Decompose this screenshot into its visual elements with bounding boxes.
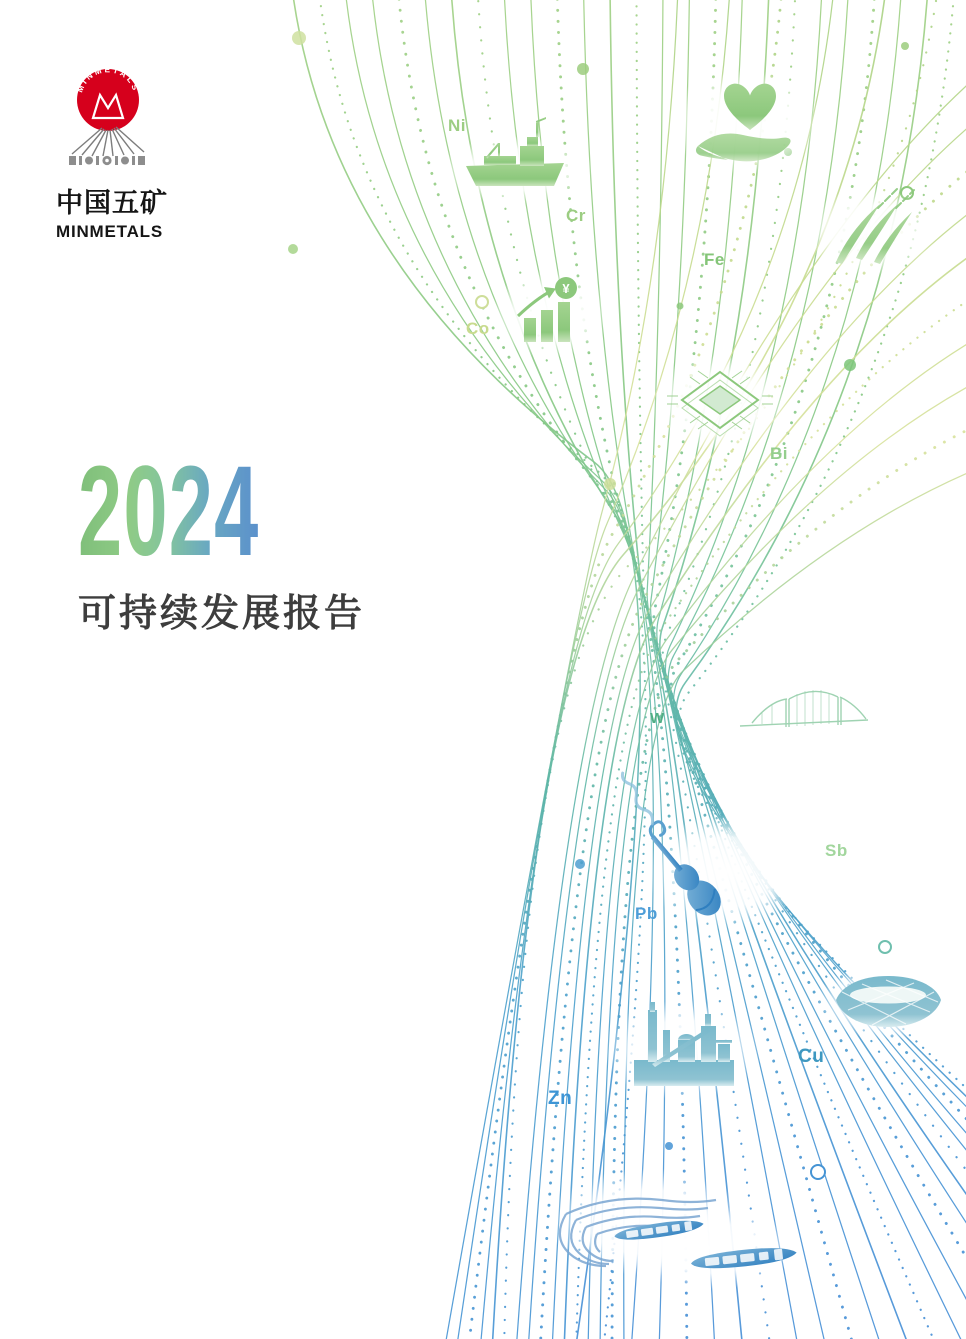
brand-name-cn: 中国五矿 (56, 188, 168, 218)
element-label-w: W (650, 710, 665, 727)
element-label-co: Co (466, 319, 490, 338)
emblem-base (69, 156, 145, 165)
element-label-bi: Bi (770, 444, 788, 463)
emblem-curved-text: MINMETALS (75, 66, 141, 94)
emblem-rails (72, 127, 144, 156)
element-label-cu: Cu (798, 1046, 825, 1067)
element-label-ni: Ni (448, 116, 466, 135)
element-label-pb: Pb (635, 904, 658, 923)
report-year: 2024 (78, 440, 260, 583)
title-block (78, 440, 371, 637)
element-label-fe: Fe (704, 250, 725, 269)
brand-block (56, 66, 276, 242)
element-label-sb: Sb (825, 841, 848, 860)
element-label-cr: Cr (566, 206, 586, 225)
report-title: 可持续发展报告 (78, 593, 366, 635)
element-label-zn: Zn (548, 1088, 573, 1109)
brand-name-en: MINMETALS (56, 222, 163, 241)
minmetals-emblem (56, 66, 160, 172)
yuan-symbol: ¥ (562, 281, 570, 296)
